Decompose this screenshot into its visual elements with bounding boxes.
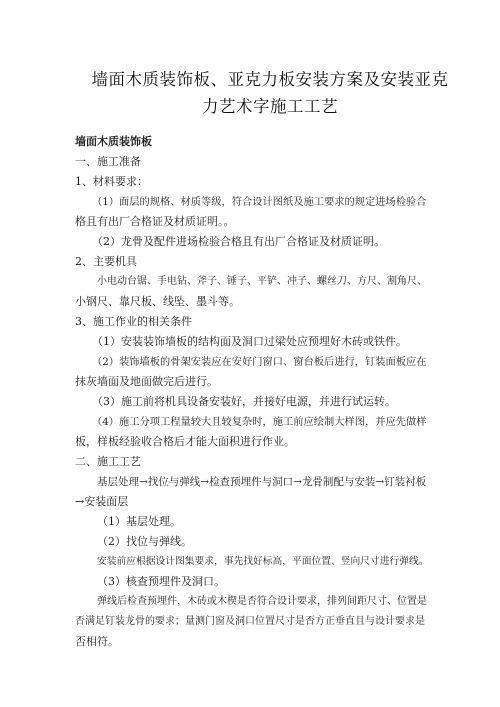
text-line: （2）找位与弹线。 [97, 535, 192, 548]
text-line: （2）龙骨及配件进场检验合格且有出厂合格证及材质证明。 [92, 235, 385, 248]
text-line: 小电动台锯、手电钻、斧子、锤子、平铲、冲子、螺丝刀、方尺、割角尺、 [97, 276, 427, 287]
text-line: （1）安装装饰墙板的结构面及洞口过梁处应预埋好木砖或铁件。 [92, 335, 407, 348]
text-line: （3）施工前将机具设备安装好，并接好电源，并进行试运转。 [92, 395, 396, 408]
text-line: 3、施工作业的相关条件 [75, 315, 192, 328]
document-title-line-1: 墙面木质装饰板、亚克力板安装方案及安装亚克 [91, 70, 449, 89]
text-line: （2）装饰墙板的骨架安装应在安好门窗口、窗台板后进行，钉装面板应在 [92, 356, 427, 368]
text-line: 二、施工工艺 [75, 455, 141, 468]
text-line: 抹灰墙面及地面做完后进行。 [75, 375, 218, 388]
text-line: 安装前应根据设计图集要求，事先找好标高，平面位置、竖向尺寸进行弹线。 [97, 556, 429, 567]
text-line: →安装面层 [75, 495, 129, 508]
text-line: 弹线后检查预埋件，木砖或木楔是否符合设计要求，排列间距尺寸、位置是 [97, 596, 427, 607]
text-line: 否满足钉装龙骨的要求；量测门窗及洞口位置尺寸是否方正垂直且与设计要求是 [75, 616, 425, 627]
text-line: 格且有出厂合格证及材质证明。。 [75, 215, 235, 228]
text-line: 2、主要机具 [75, 255, 137, 268]
text-line: 1、材料要求： [75, 175, 148, 188]
text-line: 小钢尺、靠尺板、线坠、墨斗等。 [75, 295, 240, 308]
section-heading: 墙面木质装饰板 [75, 135, 152, 148]
text-line: 一、施工准备 [75, 155, 141, 168]
text-line: 基层处理→找位与弹线→检查预埋件与洞口→龙骨制配与安装→钉装衬板 [97, 476, 427, 488]
text-line: （4）施工分项工程量较大且较复杂时，施工前应绘制大样图，并应先做样 [92, 416, 427, 428]
text-line: （1）面层的规格、材质等级，符合设计图纸及施工要求的规定进场检验合 [92, 196, 427, 208]
text-line: （1）基层处理。 [97, 515, 181, 528]
document-title-line-2: 力艺术字施工工艺 [202, 97, 338, 116]
text-line: 板，样板经验收合格后才能大面积进行作业。 [75, 435, 295, 448]
text-line: 否相符。 [75, 635, 119, 648]
text-line: （3）核查预埋件及洞口。 [97, 575, 225, 588]
